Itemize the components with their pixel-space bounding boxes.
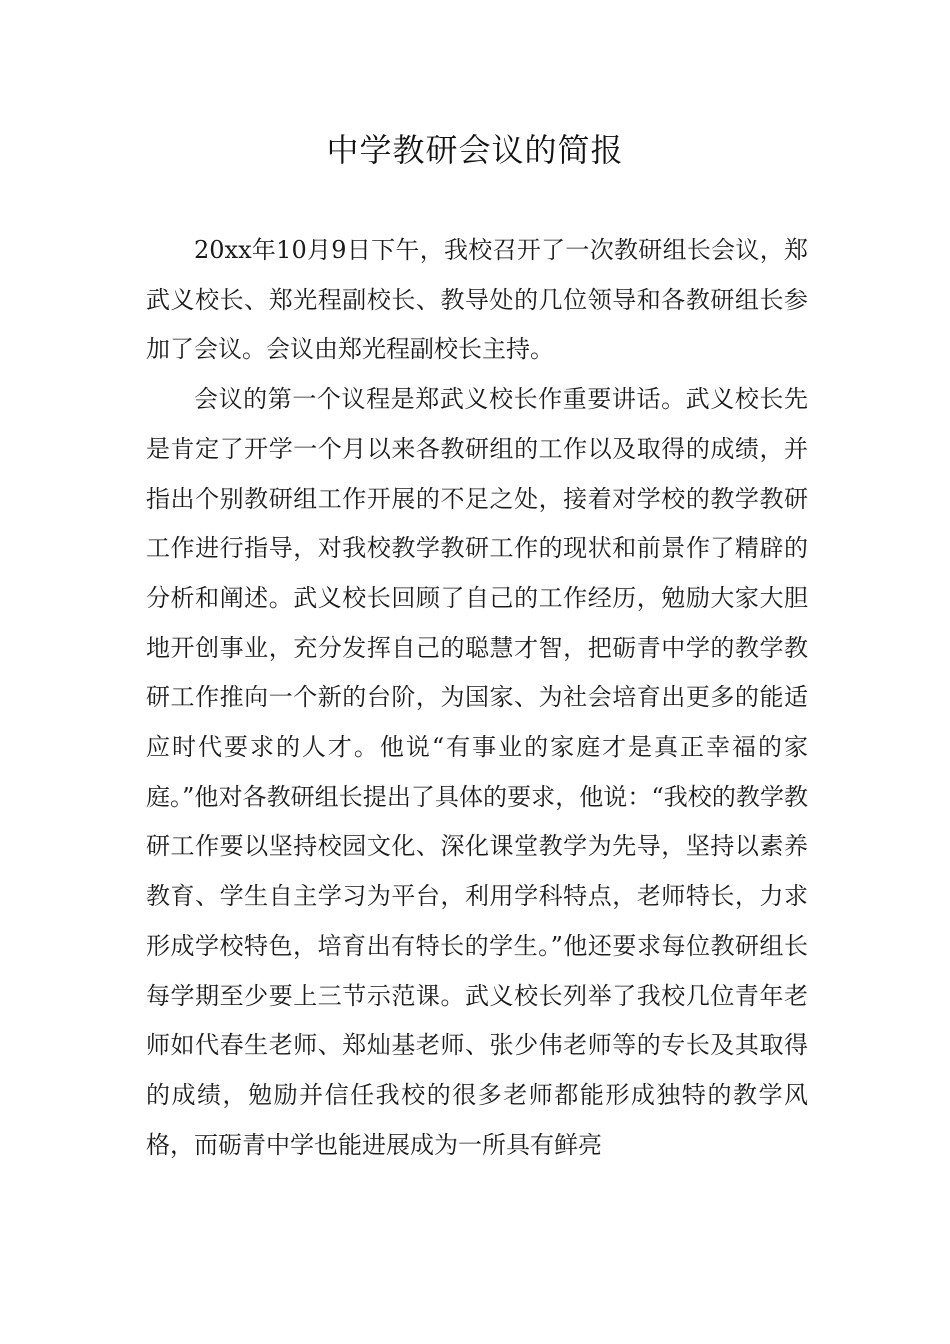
- document-body: [146, 226, 808, 1170]
- paragraph-1: 20xx年10月9日下午，我校召开了一次教研组长会议，郑武义校长、郑光程副校长、教导处的几位领导和各教研组长参加了会议。会议由郑光程副校长主持。: [146, 236, 808, 364]
- document-title: 中学教研会议的简报: [326, 131, 624, 169]
- paragraph-2: 会议的第一个议程是郑武义校长作重要讲话。武义校长先是肯定了开学一个月以来各教研组的工作以及取得的成绩，并指出个别教研组工作开展的不足之处，接着对学校的教学教研工作进行指导，对我校教学教研工作的现状和前景作了精辟的分析和阐述。武义校长回顾了自己的工作经历，勉励大家大胆地开创事业，充分发挥自己的聪慧才智，把砺青中学的教学教研工作推向一个新的台阶，为国家、为社会培育出更多的能适应时代要求的人才。他说“有事业的家庭才是真正幸福的家庭。”他对各教研组长提出了具体的要求，他说：“我校的教学教研工作要以坚持校园文化、深化课堂教学为先导，坚持以素养教育、学生自主学习为平台，利用学科特点，老师特长，力求形成学校特色，培育出有特长的学生。”他还要求每位教研组长每学期至少要上三节示范课。武义校长列举了我校几位青年老师如代春生老师、郑灿基老师、张少伟老师等的专长及其取得的成绩，勉励并信任我校的很多老师都能形成独特的教学风格，而砺青中学也能进展成为一所具有鲜亮: [146, 385, 808, 1159]
